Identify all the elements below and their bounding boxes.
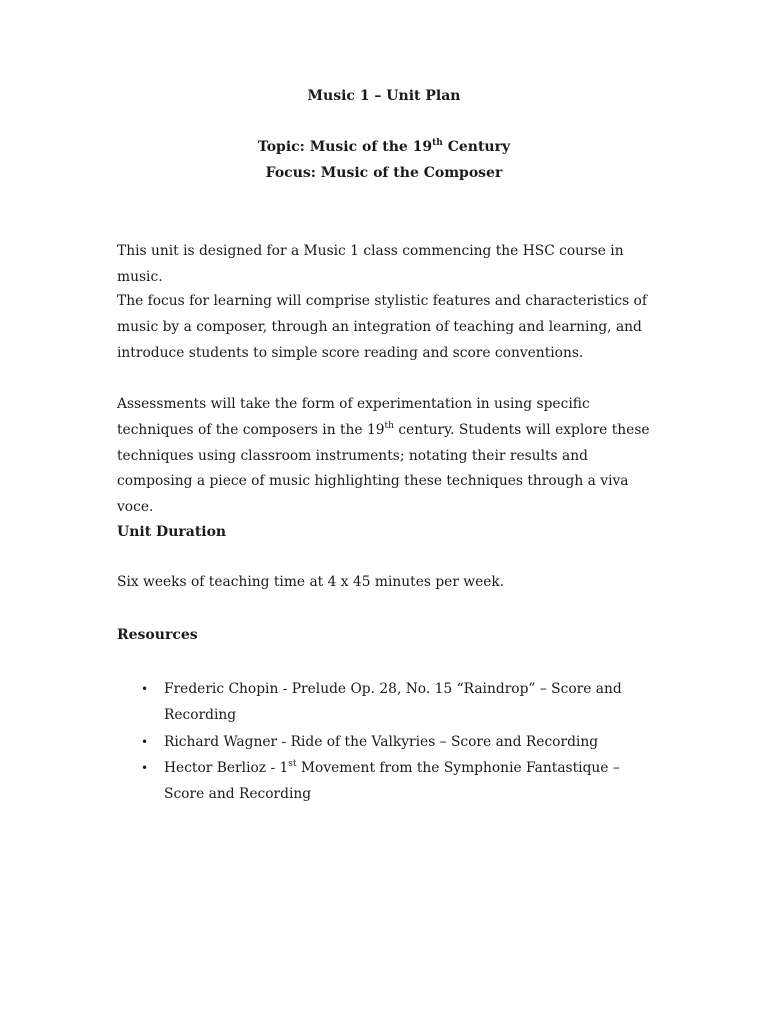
resource-item <box>0 677 634 729</box>
topic-suffix: Century <box>442 139 511 155</box>
assessment-text-cont: century. Students will explore these techniques using classroom instruments; notating their results and composing a piece of music highlighting these techniques through a viva voce. <box>117 421 650 516</box>
intro-paragraph: This unit is designed for a Music 1 class commencing the HSC course in music. <box>117 243 624 285</box>
resource-item <box>0 730 634 756</box>
unit-duration-text: Six weeks of teaching time at 4 x 45 minutes per week. <box>117 574 505 590</box>
bullet-icon: • <box>141 682 149 696</box>
assessment-text: Assessments will take the form of experimentation in using specific techniques of the composers in the 19 <box>117 396 590 438</box>
bullet-icon: • <box>141 734 149 749</box>
unit-duration-heading: Unit Duration <box>117 524 227 540</box>
focus-paragraph: The focus for learning will comprise stylistic features and characteristics of music by a composer, through an integration of teaching and learning, and introduce students to simple score reading and score conventions. <box>117 293 647 361</box>
resources-heading: Resources <box>117 627 198 643</box>
document-title: Music 1 – Unit Plan <box>307 88 461 104</box>
topic-text: Topic: Music of the 19 <box>257 139 433 155</box>
focus-line: Focus: Music of the Composer <box>265 165 503 181</box>
resource-text: Richard Wagner - Ride of the Valkyries – Score and Recording <box>164 733 599 750</box>
resource-item <box>0 756 634 808</box>
bullet-icon: • <box>141 761 149 776</box>
resource-text: Frederic Chopin - Prelude Op. 28, No. 15 “Raindrop” – Score and Recording <box>164 681 622 723</box>
resource-text: Hector Berlioz - 1 <box>164 760 289 777</box>
topic-line <box>0 139 768 155</box>
resource-text-cont: Movement from the Symphonie Fantastique – Score and Recording <box>164 760 620 803</box>
assessment-paragraph <box>117 392 657 521</box>
resource-superscript: st <box>288 759 297 770</box>
resources-list <box>0 677 768 809</box>
assessment-superscript: th <box>384 420 394 431</box>
topic-superscript: th <box>432 138 443 148</box>
